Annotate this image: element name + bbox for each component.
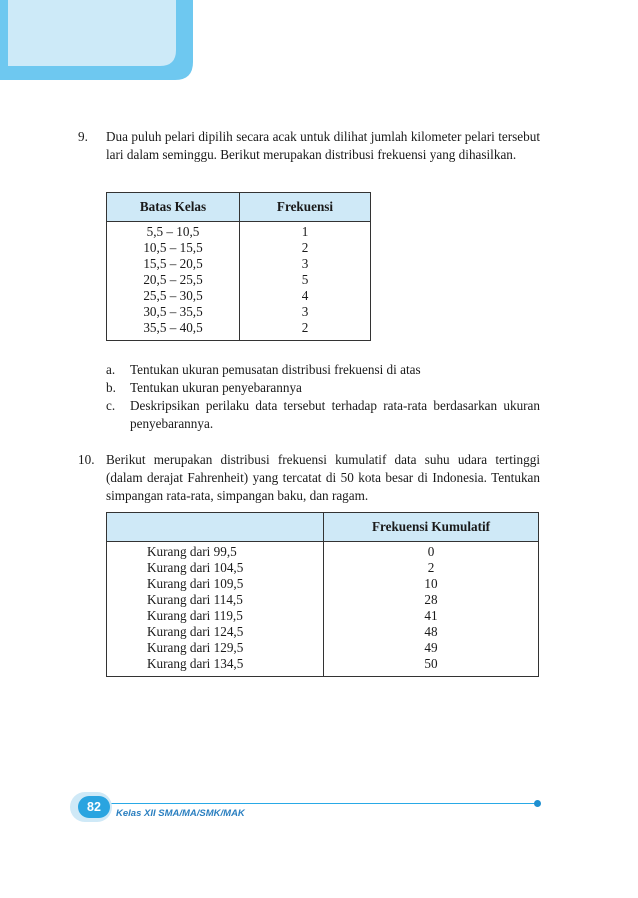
table-header: Batas Kelas bbox=[107, 193, 240, 222]
table-cell: Kurang dari 109,5 bbox=[107, 576, 324, 592]
table-cell: 2 bbox=[324, 560, 539, 576]
footer-rule bbox=[88, 803, 538, 804]
question-9-subquestions bbox=[78, 361, 540, 433]
table-cell: 48 bbox=[324, 624, 539, 640]
table-cell: 15,5 – 20,5 bbox=[107, 256, 240, 272]
cumulative-frequency-table bbox=[106, 512, 539, 677]
table-cell: 10,5 – 15,5 bbox=[107, 240, 240, 256]
footer-dot bbox=[534, 800, 541, 807]
question-10 bbox=[78, 451, 540, 505]
table-cell: 0 bbox=[324, 542, 539, 561]
corner-tab-decoration bbox=[0, 0, 193, 80]
subquestion-label: c. bbox=[106, 398, 116, 413]
question-number: 9. bbox=[78, 129, 88, 144]
question-text: Berikut merupakan distribusi frekuensi kumulatif data suhu udara tertinggi (dalam derajat Fahrenheit) yang tercatat di 50 kota besar di Indonesia. Tentukan simpangan rata-rata, simpangan baku, dan ragam. bbox=[106, 452, 540, 503]
table-cell: 10 bbox=[324, 576, 539, 592]
subquestion-item bbox=[106, 361, 540, 379]
table-cell: 1 bbox=[240, 222, 371, 241]
table-row bbox=[107, 608, 539, 624]
table-cell: Kurang dari 124,5 bbox=[107, 624, 324, 640]
table-cell: 50 bbox=[324, 656, 539, 677]
frequency-table bbox=[106, 192, 371, 341]
subquestion-item bbox=[106, 379, 540, 397]
table-row bbox=[107, 624, 539, 640]
table-cell: Kurang dari 134,5 bbox=[107, 656, 324, 677]
subquestion-label: b. bbox=[106, 380, 116, 395]
table-cell: 49 bbox=[324, 640, 539, 656]
table-cell: 4 bbox=[240, 288, 371, 304]
subquestion-item bbox=[106, 397, 540, 433]
table-row bbox=[107, 222, 371, 241]
table-cell: Kurang dari 104,5 bbox=[107, 560, 324, 576]
table-cell: 30,5 – 35,5 bbox=[107, 304, 240, 320]
table-row bbox=[107, 288, 371, 304]
subquestion-label: a. bbox=[106, 362, 116, 377]
table-cell: 5,5 – 10,5 bbox=[107, 222, 240, 241]
table-row bbox=[107, 256, 371, 272]
table-row bbox=[107, 320, 371, 341]
table-row bbox=[107, 592, 539, 608]
book-title: Kelas XII SMA/MA/SMK/MAK bbox=[116, 808, 245, 819]
question-text: Dua puluh pelari dipilih secara acak untuk dilihat jumlah kilometer pelari tersebut lari dalam seminggu. Berikut merupakan distribusi frekuensi yang dihasilkan. bbox=[106, 129, 540, 162]
table-cell: Kurang dari 99,5 bbox=[107, 542, 324, 561]
table-cell: 2 bbox=[240, 240, 371, 256]
table-cell: 3 bbox=[240, 256, 371, 272]
table-cell: 41 bbox=[324, 608, 539, 624]
table-cell: Kurang dari 114,5 bbox=[107, 592, 324, 608]
table-cell: 35,5 – 40,5 bbox=[107, 320, 240, 341]
table-header: Frekuensi bbox=[240, 193, 371, 222]
table-row bbox=[107, 560, 539, 576]
table-cell: 28 bbox=[324, 592, 539, 608]
table-cell: 2 bbox=[240, 320, 371, 341]
question-9 bbox=[78, 128, 540, 164]
table-cell: 5 bbox=[240, 272, 371, 288]
table-row bbox=[107, 640, 539, 656]
table-row bbox=[107, 542, 539, 561]
table-header: Frekuensi Kumulatif bbox=[324, 513, 539, 542]
subquestion-text: Tentukan ukuran pemusatan distribusi frekuensi di atas bbox=[130, 362, 421, 377]
table-row bbox=[107, 240, 371, 256]
page-number: 82 bbox=[78, 796, 110, 818]
table-row bbox=[107, 272, 371, 288]
table-header bbox=[107, 513, 324, 542]
table-cell: Kurang dari 129,5 bbox=[107, 640, 324, 656]
subquestion-text: Deskripsikan perilaku data tersebut terhadap rata-rata berdasarkan ukuran penyebarannya. bbox=[130, 398, 540, 431]
table-cell: Kurang dari 119,5 bbox=[107, 608, 324, 624]
table-cell: 3 bbox=[240, 304, 371, 320]
subquestion-text: Tentukan ukuran penyebarannya bbox=[130, 380, 302, 395]
table-cell: 25,5 – 30,5 bbox=[107, 288, 240, 304]
table-row bbox=[107, 576, 539, 592]
table-row bbox=[107, 304, 371, 320]
table-row bbox=[107, 656, 539, 677]
table-cell: 20,5 – 25,5 bbox=[107, 272, 240, 288]
question-number: 10. bbox=[78, 452, 95, 467]
